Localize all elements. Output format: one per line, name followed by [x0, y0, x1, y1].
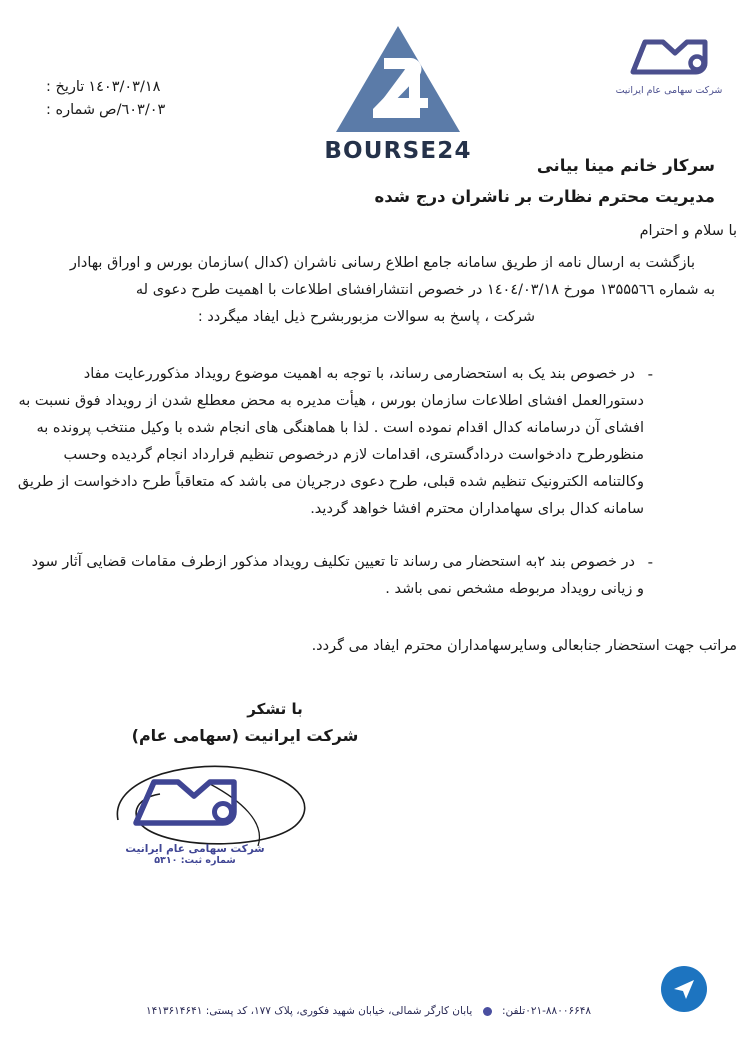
- addressee-line-1: سرکار خانم مینا بیانی: [536, 156, 715, 175]
- letter-addressee: [0, 150, 715, 212]
- iranit-roof-icon: [623, 36, 715, 82]
- bullet-1-line-3: افشای آن درسامانه کدال اقدام نموده است . لذا با هماهنگی های انجام شده با وکیل منتخب پرونده به: [36, 420, 644, 436]
- bullet-item-2: [18, 549, 719, 603]
- iranit-logo-caption: شرکت سهامی عام ایرانیت: [615, 85, 723, 96]
- letter-salutation: با سلام و احترام: [639, 223, 737, 239]
- letter-signature-block: [0, 700, 737, 900]
- footer-contact-line: [0, 1005, 737, 1017]
- letter-body: [0, 150, 737, 900]
- addressee-line-2: مدیریت محترم نظارت بر ناشران درج شده: [374, 187, 715, 206]
- intro-line-2: به شماره ۱۳۵۵۵٦٦ مورخ ۱٤۰٤/۰۳/۱۸ در خصوص انتشارافشای اطلاعات با اهمیت طرح دعوی له: [135, 282, 715, 298]
- letter-number-label: شماره :: [46, 102, 96, 118]
- intro-line-3: شرکت ، پاسخ به سوالات مزبوربشرح ذیل ایفاد میگردد :: [197, 309, 535, 325]
- company-stamp: [100, 772, 290, 892]
- signature-company-name: شرکت ایرانیت (سهامی عام): [131, 726, 359, 745]
- letter-bullet-list: [18, 361, 719, 603]
- bourse24-triangle-icon: [334, 24, 462, 136]
- bourse24-wordmark: BOURSE24: [324, 138, 472, 164]
- bullet-body-1: [18, 361, 719, 523]
- letter-closing-line: مراتب جهت استحضار جنابعالی وسایرسهامداران محترم ایفاد می گردد.: [311, 638, 737, 654]
- bullet-body-2: [18, 549, 719, 603]
- bullet-item-1: [18, 361, 719, 523]
- letter-number-line: [46, 99, 256, 122]
- iranit-logo: [612, 36, 726, 106]
- stamp-caption-line-2: شماره ثبت: ۵۳۱۰: [154, 855, 236, 866]
- letter-date-label: تاریخ :: [46, 79, 85, 95]
- bullet-1-line-6: سامانه کدال برای سهامداران محترم افشا خواهد گردید.: [310, 501, 644, 517]
- bullet-1-line-2: دستورالعمل افشای اطلاعات سازمان بورس ، هیأت مدیره به محض معطلع شدن از رویداد فوق نسبت به: [18, 393, 644, 409]
- signature-thanks: با تشکر: [247, 700, 303, 718]
- bullet-marker-2: -: [647, 553, 653, 571]
- letter-number-value: ۰۳/٦۰۳/ص: [99, 102, 166, 118]
- navigation-arrow-badge-icon: [660, 965, 708, 1013]
- stamp-iranit-roof-icon: [120, 772, 270, 838]
- letter-intro-paragraph: [20, 250, 715, 331]
- bullet-marker-1: -: [647, 365, 653, 383]
- bullet-1-line-1: در خصوص بند یک به استحضارمی رساند، با توجه به اهمیت موضوع رویداد مذکوررعایت مفاد: [83, 366, 635, 382]
- footer-address: یابان کارگر شمالی، خیابان شهید فکوری، پلاک ۱۷۷، کد پستی: ۱۴۱۳۶۱۴۶۴۱: [145, 1005, 473, 1017]
- footer-phone-value: ۰۲۱-۸۸۰۰۶۶۴۸: [525, 1005, 592, 1017]
- bullet-1-line-4: منظورطرح دادخواست دردادگستری، اقدامات لازم درخصوص تنظیم قرارداد انجام گردیده وحسب: [63, 447, 644, 463]
- letter-date-value: ۱٤۰۳/۰۳/۱۸: [88, 79, 161, 95]
- document-footer: [0, 963, 737, 1049]
- letter-date-line: [46, 76, 256, 99]
- footer-phone-label: تلفن:: [501, 1005, 526, 1017]
- bullet-2-line-2: و زیانی رویداد مربوطه مشخص نمی باشد .: [385, 581, 644, 597]
- bullet-1-line-5: وکالتنامه الکترونیک تنظیم شده قبلی، طرح دعوی درجریان می باشد که متعاقباً طرح دادخواست از طریق: [17, 474, 644, 490]
- footer-separator-dot-icon: [483, 1007, 492, 1016]
- letter-meta-block: [46, 76, 256, 122]
- stamp-caption-line-1: شرکت سهامی عام ایرانیت: [125, 843, 265, 855]
- intro-line-1: بازگشت به ارسال نامه از طریق سامانه جامع اطلاع رسانی ناشران (کدال )سازمان بورس و اوراق بهادار: [69, 255, 695, 271]
- bullet-2-line-1: در خصوص بند ۲به استحضار می رساند تا تعیین تکلیف رویداد مذکور ازطرف مقامات قضایی آثار سود: [31, 554, 635, 570]
